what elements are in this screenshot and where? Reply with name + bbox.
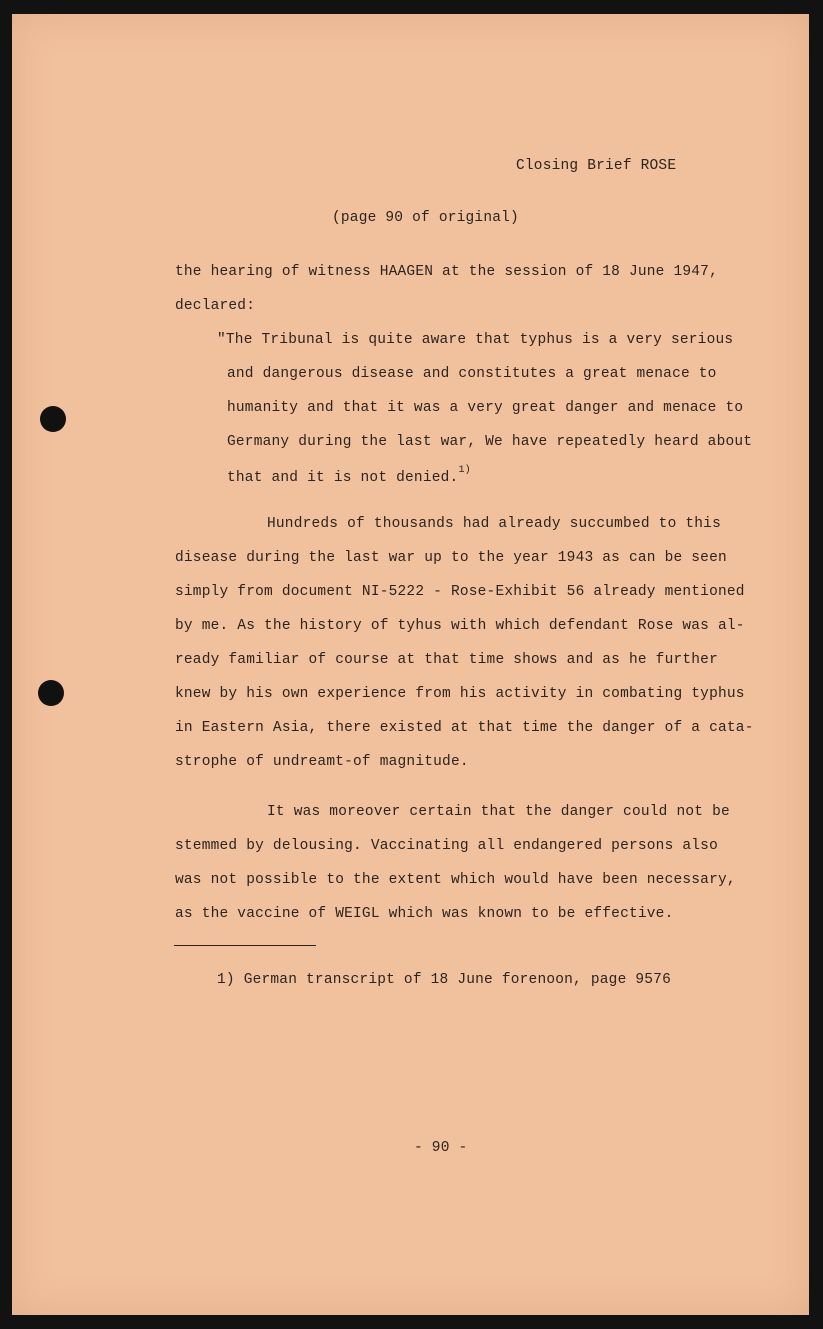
paragraph-2-line-2: disease during the last war up to the year 1943 as can be seen xyxy=(175,550,727,566)
paragraph-1-line-2: declared: xyxy=(175,298,256,314)
footnote-reference: 1) xyxy=(458,465,471,476)
paragraph-1-line-1: the hearing of witness HAAGEN at the session of 18 June 1947, xyxy=(175,264,718,280)
paragraph-2-line-6: knew by his own experience from his activity in combating typhus xyxy=(175,686,745,702)
paragraph-2-line-7: in Eastern Asia, there existed at that time the danger of a cata- xyxy=(175,720,754,736)
quote-line-5-text: that and it is not denied. xyxy=(227,469,459,486)
paragraph-3-line-2: stemmed by delousing. Vaccinating all endangered persons also xyxy=(175,838,718,854)
document-page xyxy=(12,14,809,1315)
paragraph-2-line-3: simply from document NI-5222 - Rose-Exhibit 56 already mentioned xyxy=(175,584,745,600)
quote-line-5 xyxy=(227,465,471,486)
footnote-separator xyxy=(174,945,316,946)
paragraph-3-line-4: as the vaccine of WEIGL which was known to be effective. xyxy=(175,906,674,922)
footnote-text: 1) German transcript of 18 June forenoon, page 9576 xyxy=(217,972,671,988)
punch-hole-bottom xyxy=(38,680,64,706)
paragraph-2-line-5: ready familiar of course at that time shows and as he further xyxy=(175,652,718,668)
paragraph-3-line-3: was not possible to the extent which would have been necessary, xyxy=(175,872,736,888)
paragraph-2-line-1: Hundreds of thousands had already succumbed to this xyxy=(267,516,721,532)
quote-line-3: humanity and that it was a very great danger and menace to xyxy=(227,400,744,416)
punch-hole-top xyxy=(40,406,66,432)
quote-line-1: "The Tribunal is quite aware that typhus is a very serious xyxy=(217,332,734,348)
paragraph-2-line-4: by me. As the history of tyhus with which defendant Rose was al- xyxy=(175,618,745,634)
quote-line-2: and dangerous disease and constitutes a great menace to xyxy=(227,366,717,382)
page-number: - 90 - xyxy=(414,1140,468,1156)
paragraph-2-line-8: strophe of undreamt-of magnitude. xyxy=(175,754,469,770)
original-page-reference: (page 90 of original) xyxy=(332,210,519,226)
quote-line-4: Germany during the last war, We have repeatedly heard about xyxy=(227,434,753,450)
document-title: Closing Brief ROSE xyxy=(516,158,677,174)
paragraph-3-line-1: It was moreover certain that the danger could not be xyxy=(267,804,730,820)
